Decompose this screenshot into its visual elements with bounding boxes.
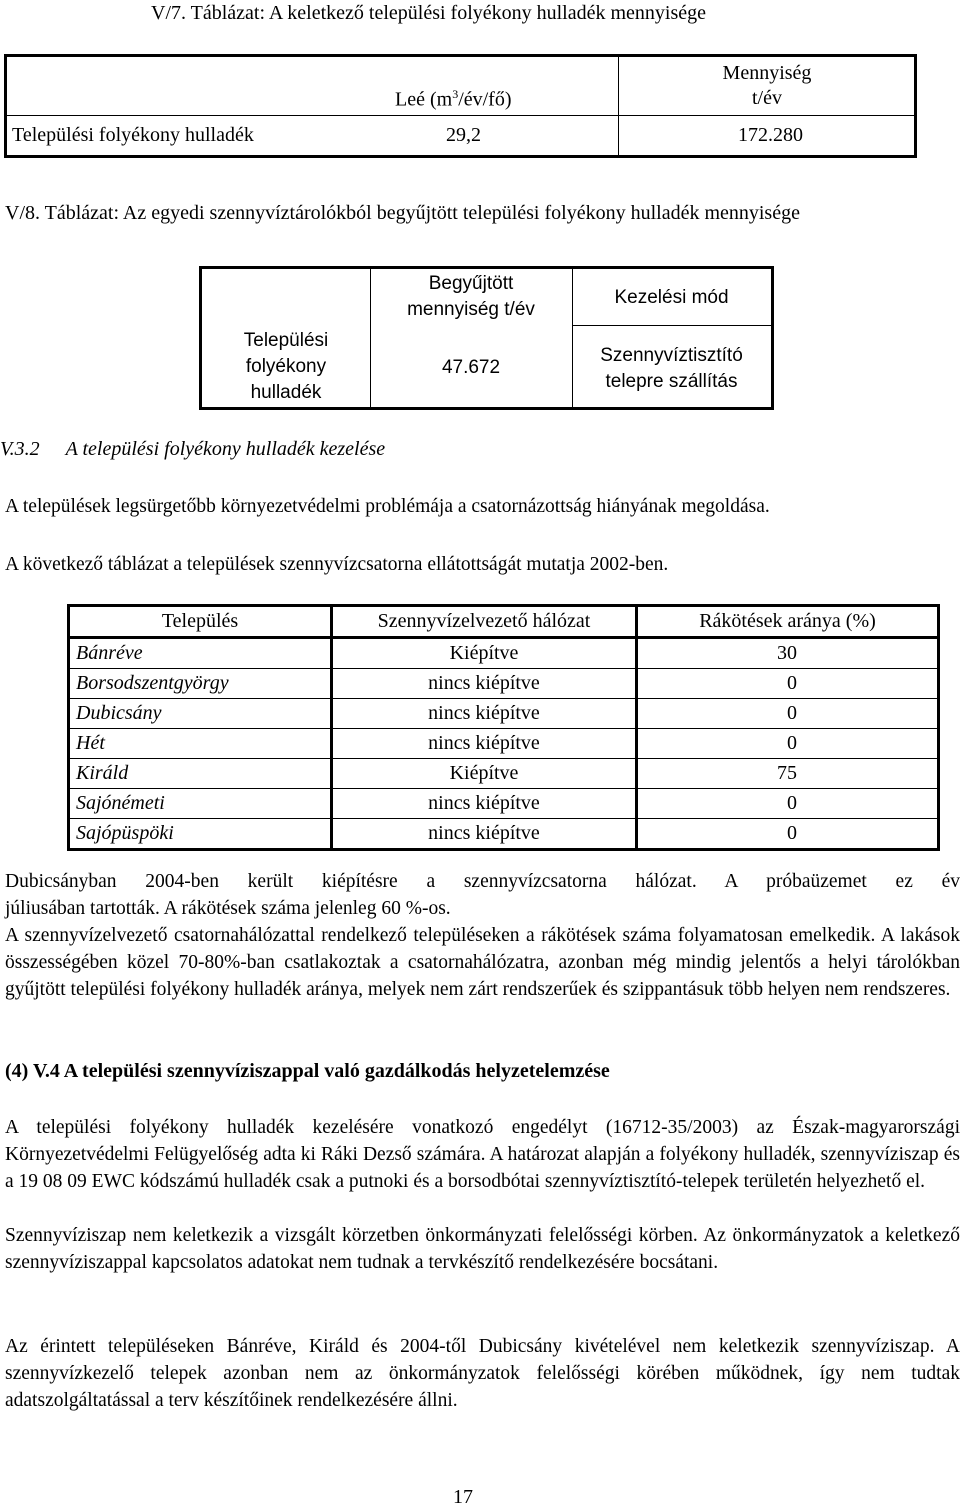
connection-ratio: 30 (637, 638, 939, 669)
network-status: nincs kiépítve (332, 789, 637, 819)
table-row (69, 759, 939, 789)
paragraph: Az érintett településeken Bánréve, Királd és 2004-től Dubicsány kivételével nem keletkezik szennyvíziszap. A szennyvízkezelő telepek azonban nem az önkormányzatok felelősségi körében működnek, így nem tudtak adatszolgáltatással a terv készítőinek rendelkezésére állni. (5, 1336, 960, 1411)
network-status: nincs kiépítve (332, 669, 637, 699)
paragraph: A szennyvízelvezető csatornahálózattal rendelkező településeken a rákötések száma folyamatosan emelkedik. A lakások összességében közel 70-80%-ban csatlakoztak a csatornahálózatra, azonban még mindig jelentős a helyi tárolókban gyűjtött települési folyékony hulladék aránya, melyek nem zárt rendszerűek és szippantásuk több helyen nem rendszeres. (5, 925, 960, 1000)
table-row (69, 638, 939, 669)
header-begyujtott: Begyűjtött mennyiség t/év (407, 273, 535, 320)
network-status: Kiépítve (332, 638, 637, 669)
table-divider (572, 325, 771, 326)
table-row (69, 789, 939, 819)
row-label: Települési folyékony hulladék (243, 330, 329, 403)
settlement-name: Borsodszentgyörgy (69, 669, 332, 699)
section-heading: V.3.2 A települési folyékony hulladék kezelése (0, 438, 386, 460)
table-row (69, 669, 939, 699)
row-mennyiseg-value: 172.280 (738, 124, 803, 146)
network-status: nincs kiépítve (332, 819, 637, 850)
header-kezelesi-mod: Kezelési mód (614, 287, 729, 308)
row-label: Települési folyékony hulladék (12, 124, 254, 146)
paragraph: A következő táblázat a települések szennyvízcsatorna ellátottságát mutatja 2002-ben. (5, 554, 669, 575)
settlement-name: Dubicsány (69, 699, 332, 729)
network-status: Kiépítve (332, 759, 637, 789)
header-lee: Leé $(m^3/év/fő)$ (395, 87, 512, 111)
page-number: 17 (453, 1486, 473, 1508)
sewer-table (67, 604, 940, 851)
settlement-name: Hét (69, 729, 332, 759)
connection-ratio: 0 (637, 819, 939, 850)
table-divider (618, 57, 619, 155)
begyujtott-value: 47.672 (441, 357, 501, 378)
table-row (69, 699, 939, 729)
header-mennyiseg: Mennyiség t/év (722, 62, 812, 109)
paragraph: Dubicsányban 2004-ben került kiépítésre a szennyvízcsatorna hálózat. A próbaüzemet ez év júliusában tartották. A rákötések száma jelenleg 60 %-os. (5, 871, 960, 919)
column-header: Rákötések aránya (%) (637, 606, 939, 638)
settlement-name: Sajónémeti (69, 789, 332, 819)
table-v7 (4, 54, 917, 158)
network-status: nincs kiépítve (332, 699, 637, 729)
paragraph: A települések legsürgetőbb környezetvédelmi problémája a csatornázottság hiányának megoldása. (5, 496, 770, 517)
column-header: Település (69, 606, 332, 638)
section-heading: (4) V.4 A települési szennyvíziszappal való gazdálkodás helyzetelemzése (5, 1060, 610, 1082)
settlement-name: Sajópüspöki (69, 819, 332, 850)
table-row (69, 729, 939, 759)
table-caption-v8: V/8. Táblázat: Az egyedi szennyvíztárolókból begyűjtött települési folyékony hulladék mennyisége (5, 202, 800, 224)
paragraph: A települési folyékony hulladék kezelésére vonatkozó engedélyt (16712-35/2003) az Észak-magyarországi Környezetvédelmi Felügyelőség adta ki Ráki Dezső számára. A határozat alapján a folyékony hulladék, szennyvíziszap és a 19 08 09 EWC kódszámú hulladék csak a putnoki és a borsodbótai szennyvíztisztító-telepek területén helyezhető el. (5, 1117, 960, 1192)
settlement-name: Királd (69, 759, 332, 789)
column-header: Szennyvízelvezető hálózat (332, 606, 637, 638)
table-header-row (69, 606, 939, 638)
kezelesi-mod-value: Szennyvíztisztító telepre szállítás (600, 345, 743, 392)
connection-ratio: 0 (637, 699, 939, 729)
table-v8 (199, 266, 774, 410)
connection-ratio: 0 (637, 789, 939, 819)
row-lee-value: 29,2 (446, 124, 481, 146)
settlement-name: Bánréve (69, 638, 332, 669)
connection-ratio: 0 (637, 669, 939, 699)
connection-ratio: 0 (637, 729, 939, 759)
paragraph: Szennyvíziszap nem keletkezik a vizsgált körzetben önkormányzati felelősségi körben. Az önkormányzatok a keletkező szennyvíziszappal kapcsolatos adatokat nem tudnak a tervkészítő rendelkezésére bocsátani. (5, 1225, 960, 1273)
table-caption-v7: V/7. Táblázat: A keletkező települési folyékony hulladék mennyisége (151, 2, 707, 24)
network-status: nincs kiépítve (332, 729, 637, 759)
table-row (69, 819, 939, 850)
table-divider (7, 115, 914, 116)
connection-ratio: 75 (637, 759, 939, 789)
